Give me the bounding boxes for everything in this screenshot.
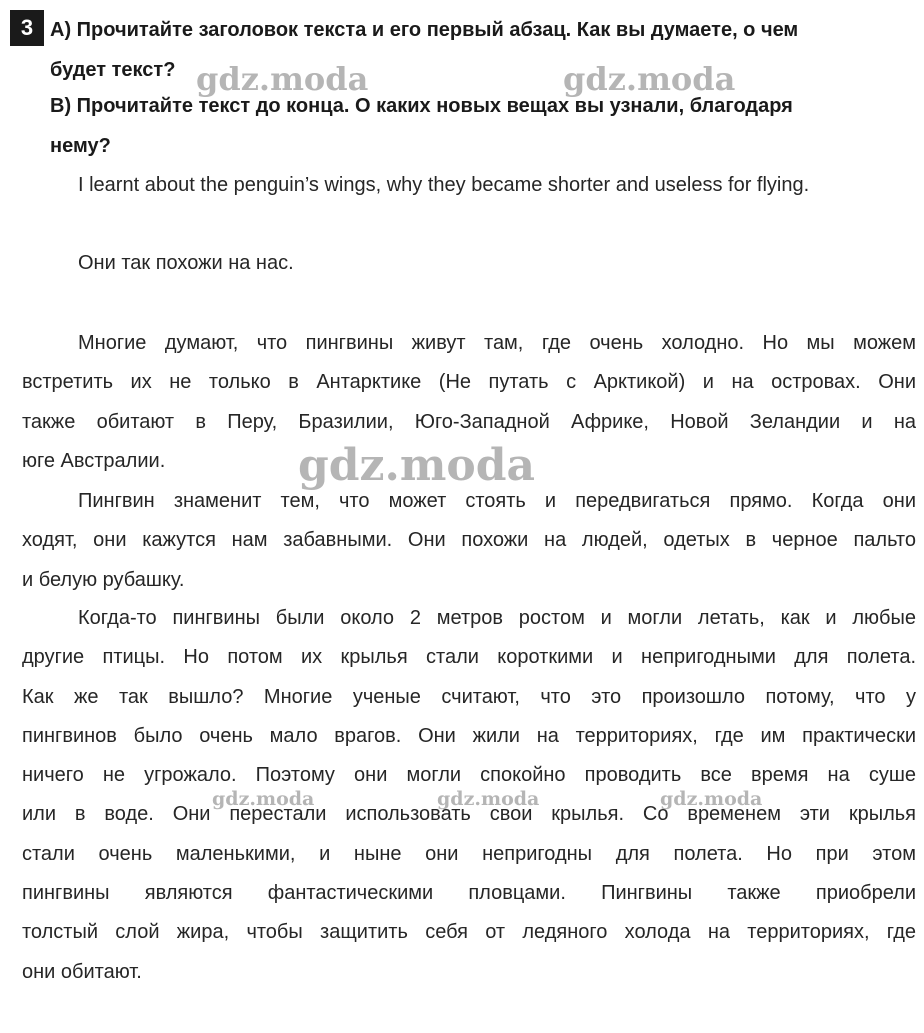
paragraph-3-line: они обитают. [22,960,142,983]
translation-title: Они так похожи на нас. [78,252,294,274]
answer-text: I learnt about the penguin’s wings, why they became shorter and useless for flying. [78,174,810,196]
watermark: gdz.moda [212,788,315,810]
task-b-line-2: нему? [50,135,111,157]
watermark: gdz.moda [298,440,536,491]
watermark: gdz.moda [660,788,763,810]
task-b [50,86,916,166]
paragraph-2-line: и белую рубашку. [22,568,185,591]
task-b-line-1: B) Прочитайте текст до конца. О каких новых вещах вы узнали, благодаря [50,95,793,117]
watermark: gdz.moda [563,60,736,98]
task-a-line-1: A) Прочитайте заголовок текста и его первый абзац. Как вы думаете, о чем [50,19,799,41]
paragraph-1-line: Многие думают, что пингвины живут там, где очень холодно. Но мы можем [78,332,916,354]
paragraph-2-line: Пингвин знаменит тем, что может стоять и передвигаться прямо. Когда они [78,490,916,512]
paragraph-3-line: толстый слой жира, чтобы защитить себя от ледяного холода на территориях, где [22,921,916,944]
paragraph-1-line: юге Австралии. [22,449,166,472]
paragraph-1-line: встретить их не только в Антарктике (Не путать с Арктикой) и на островах. Они [22,371,916,394]
task-a-line-2: будет текст? [50,59,176,81]
paragraph-1-line: также обитают в Перу, Бразилии, Юго-Западной Африке, Новой Зеландии и на [22,410,916,433]
paragraph-3-line: пингвины являются фантастическими пловцами. Пингвины также приобрели [22,882,916,905]
paragraph-3-line: Как же так вышло? Многие ученые считают, что это произошло потому, что у [22,685,916,708]
watermark: gdz.moda [196,60,369,98]
paragraph-3-line: или в воде. Они перестали использовать свои крылья. Со временем эти крылья [22,803,916,826]
paragraph-3-line: пингвинов было очень мало врагов. Они жили на территориях, где им практически [22,724,916,747]
paragraph-3-line: стали очень маленькими, и ныне они непригодны для полета. Но при этом [22,842,916,865]
paragraph-3-line: ничего не угрожало. Поэтому они могли спокойно проводить все время на суше [22,764,916,787]
exercise-number-badge: 3 [10,10,44,46]
task-a [50,10,916,90]
paragraph-2-line: ходят, они кажутся нам забавными. Они похожи на людей, одетых в черное пальто [22,529,916,552]
paragraph-3-line: Когда-то пингвины были около 2 метров ростом и могли летать, как и любые [78,607,916,629]
watermark: gdz.moda [437,788,540,810]
paragraph-3-line: другие птицы. Но потом их крылья стали короткими и непригодными для полета. [22,646,916,669]
paragraph-2 [22,482,916,600]
